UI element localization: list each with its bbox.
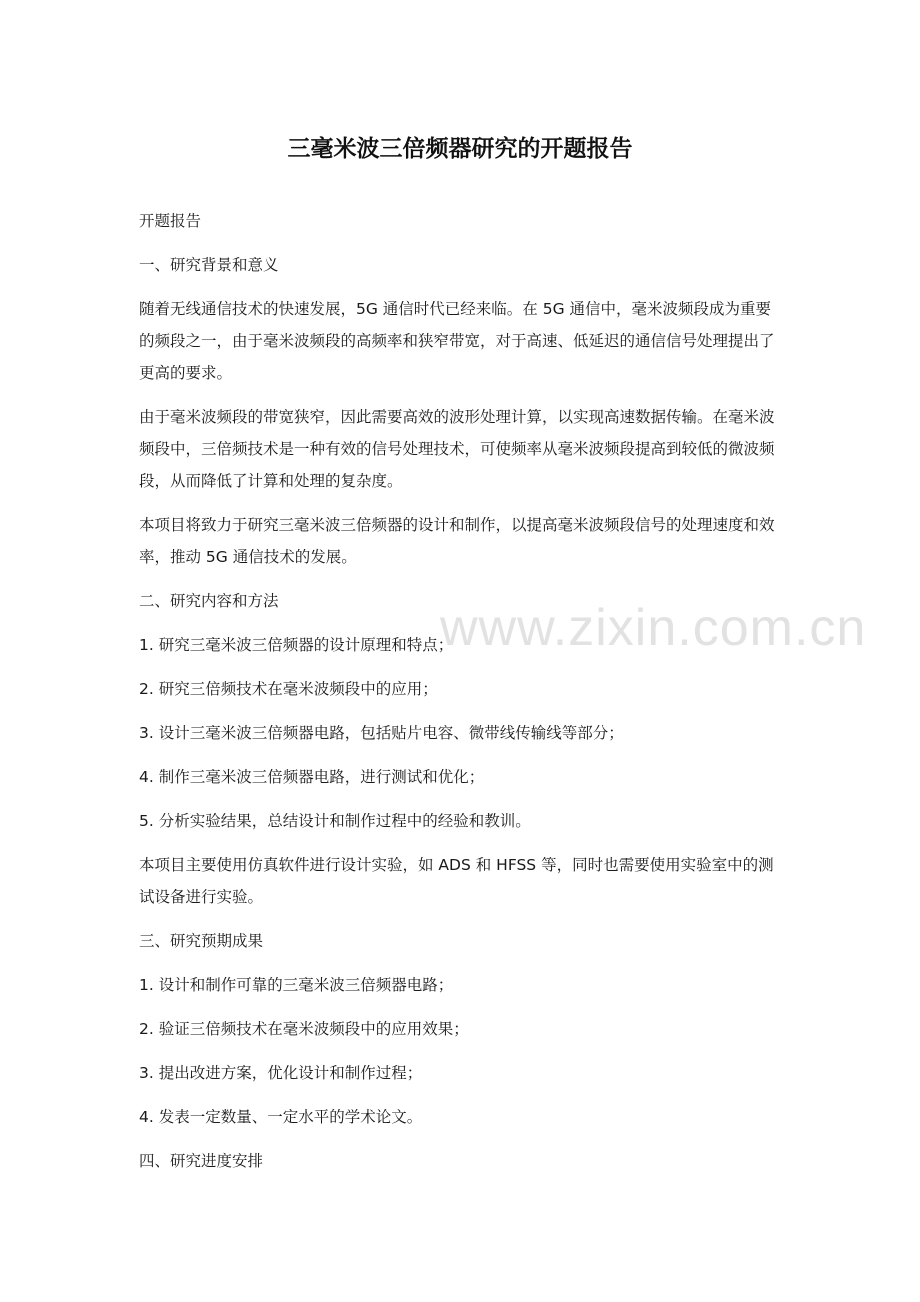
list-item: 4. 制作三毫米波三倍频器电路，进行测试和优化；	[139, 768, 485, 786]
document-body	[139, 205, 779, 1189]
list-item: 3. 设计三毫米波三倍频器电路，包括贴片电容、微带线传输线等部分；	[139, 724, 624, 742]
list-item: 2. 研究三倍频技术在毫米波频段中的应用；	[139, 680, 438, 698]
section-heading-4: 四、研究进度安排	[139, 1152, 264, 1170]
document-title: 三毫米波三倍频器研究的开题报告	[287, 136, 633, 162]
section-heading-3: 三、研究预期成果	[139, 932, 264, 950]
list-item: 5. 分析实验结果，总结设计和制作过程中的经验和教训。	[139, 812, 531, 830]
paragraph: 由于毫米波频段的带宽狭窄，因此需要高效的波形处理计算，以实现高速数据传输。在毫米波频段中，三倍频技术是一种有效的信号处理技术，可使频率从毫米波频段提高到较低的微波频段，从而降低了计算和处理的复杂度。	[139, 408, 775, 490]
paragraph: 随着无线通信技术的快速发展，5G 通信时代已经来临。在 5G 通信中，毫米波频段成为重要的频段之一，由于毫米波频段的高频率和狭窄带宽，对于高速、低延迟的通信信号处理提出了更高的要求。	[139, 300, 775, 382]
list-item: 1. 设计和制作可靠的三毫米波三倍频器电路；	[139, 976, 454, 994]
paragraph: 本项目主要使用仿真软件进行设计实验，如 ADS 和 HFSS 等，同时也需要使用实验室中的测试设备进行实验。	[139, 856, 774, 906]
section-heading-1: 一、研究背景和意义	[139, 256, 279, 274]
paragraph-subtitle: 开题报告	[139, 212, 202, 230]
section-heading-2: 二、研究内容和方法	[139, 592, 279, 610]
paragraph: 本项目将致力于研究三毫米波三倍频器的设计和制作，以提高毫米波频段信号的处理速度和效率，推动 5G 通信技术的发展。	[139, 516, 775, 566]
list-item: 3. 提出改进方案，优化设计和制作过程；	[139, 1064, 423, 1082]
list-item: 4. 发表一定数量、一定水平的学术论文。	[139, 1108, 423, 1126]
watermark: www.zixin.com.cn	[440, 599, 867, 657]
list-item: 1. 研究三毫米波三倍频器的设计原理和特点；	[139, 636, 454, 654]
list-item: 2. 验证三倍频技术在毫米波频段中的应用效果；	[139, 1020, 469, 1038]
